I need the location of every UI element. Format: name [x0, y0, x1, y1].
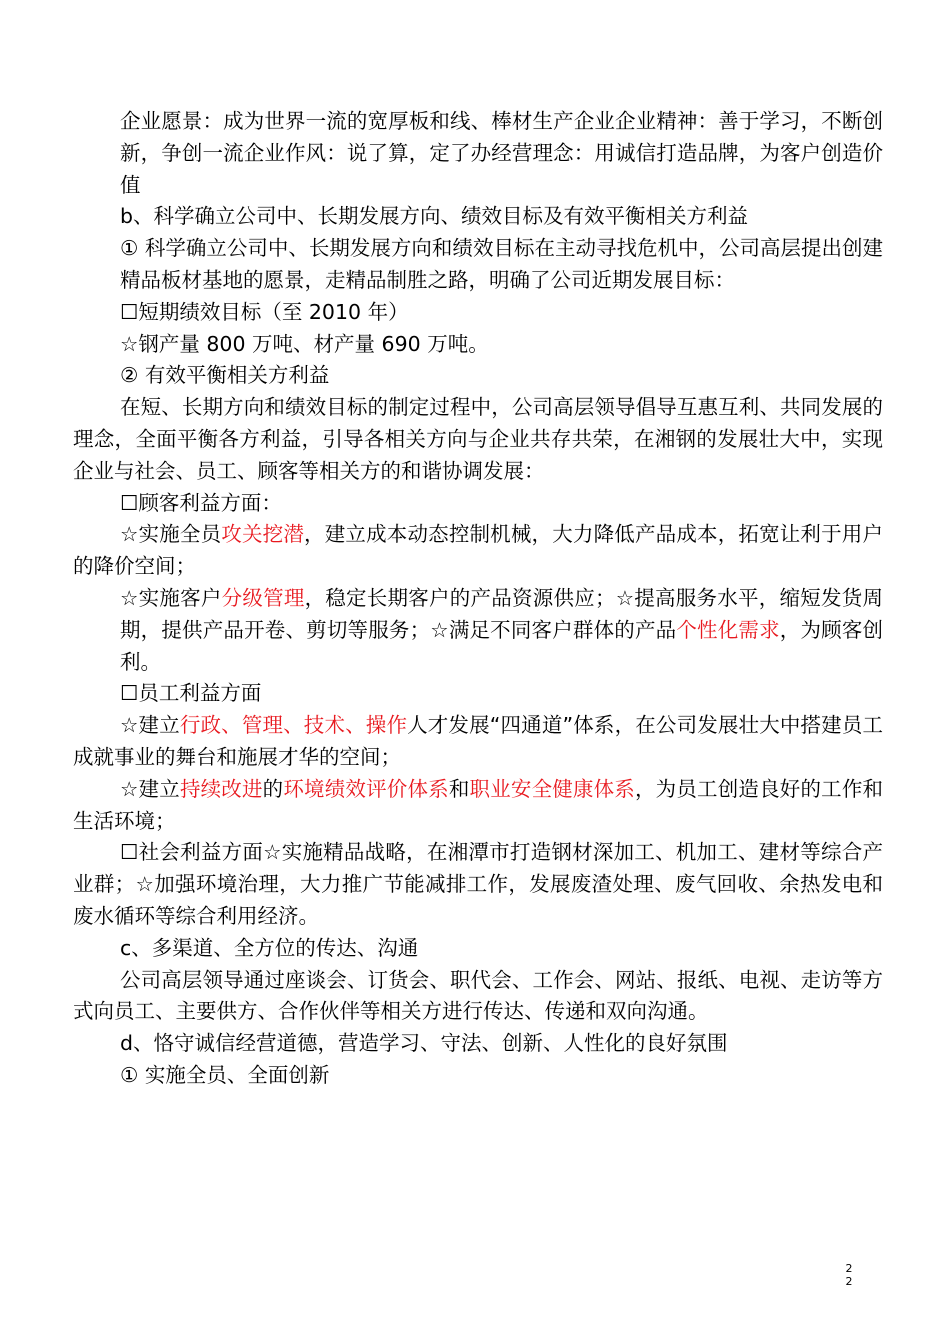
text-segment: d、恪守诚信经营道德，营造学习、守法、创新、人性化的良好氛围 [120, 1031, 728, 1056]
text-segment: ☆建立 [120, 776, 180, 801]
paragraph [73, 933, 883, 965]
paragraph [73, 329, 883, 361]
paragraph [73, 392, 883, 487]
paragraph [73, 233, 883, 297]
paragraph [73, 1060, 883, 1092]
text-segment: b、科学确立公司中、长期发展方向、绩效目标及有效平衡相关方利益 [120, 204, 749, 229]
highlighted-text: 行政、管理、技术、操作 [179, 713, 408, 738]
text-segment: ☆钢产量 800 万吨、材产量 690 万吨。 [120, 331, 489, 356]
text-segment: ☐员工利益方面 [120, 681, 262, 706]
paragraph [73, 519, 883, 583]
text-segment: ，建立成本动态控制机械，大力降低产品成本，拓宽让利于用户的降价空间； [73, 522, 883, 579]
paragraph [73, 1028, 883, 1060]
highlighted-text: 持续改进 [179, 776, 263, 801]
text-segment: ① 实施全员、全面创新 [120, 1062, 330, 1087]
highlighted-text: 攻关挖潜 [221, 522, 305, 547]
text-segment: 和 [448, 776, 470, 801]
text-segment: ，为顾客创利。 [120, 617, 883, 674]
highlighted-text: 个性化需求 [676, 617, 780, 642]
paragraph [73, 710, 883, 774]
text-segment: ，稳定长期客户的产品资源供应；☆提高服务水平，缩短发货周期，提供产品开卷、剪切等服务；☆满足不同客户群体的产品 [120, 585, 883, 642]
text-segment: c、多渠道、全方位的传达、沟通 [120, 935, 419, 960]
paragraph [73, 583, 883, 678]
text-segment: ☐顾客利益方面： [120, 490, 282, 515]
paragraph [73, 360, 883, 392]
text-segment: ☆建立 [120, 713, 180, 738]
document-body [73, 106, 883, 1092]
text-segment: 在短、长期方向和绩效目标的制定过程中，公司高层领导倡导互惠互利、共同发展的理念，全面平衡各方利益，引导各相关方向与企业共存共荣，在湘钢的发展壮大中，实现企业与社会、员工、顾客等相关方的和谐协调发展： [73, 395, 883, 483]
text-segment: ☆实施客户 [120, 585, 222, 610]
text-segment: 公司高层领导通过座谈会、订货会、职代会、工作会、网站、报纸、电视、走访等方式向员工、主要供方、合作伙伴等相关方进行传达、传递和双向沟通。 [73, 967, 883, 1024]
highlighted-text: 职业安全健康体系 [469, 776, 635, 801]
text-segment: ② 有效平衡相关方利益 [120, 363, 330, 388]
highlighted-text: 环境绩效评价体系 [283, 776, 449, 801]
page-number-top: 2 [845, 1262, 853, 1275]
paragraph [73, 297, 883, 329]
text-segment: 的 [262, 776, 284, 801]
paragraph [73, 837, 883, 932]
text-segment: 人才发展“四通道”体系，在公司发展壮大中搭建员工成就事业的舞台和施展才华的空间； [73, 713, 883, 769]
paragraph [73, 201, 883, 233]
text-segment: ☐短期绩效目标（至 2010 年） [120, 299, 409, 324]
text-segment: ① 科学确立公司中、长期发展方向和绩效目标在主动寻找危机中，公司高层提出创建精品板材基地的愿景，走精品制胜之路，明确了公司近期发展目标： [120, 236, 883, 292]
paragraph [73, 965, 883, 1029]
text-segment: ☆实施全员 [120, 522, 222, 547]
paragraph [73, 774, 883, 838]
paragraph [73, 488, 883, 520]
paragraph [73, 106, 883, 201]
highlighted-text: 分级管理 [221, 585, 305, 610]
page-number-bottom: 2 [845, 1275, 853, 1288]
text-segment: ，为员工创造良好的工作和生活环境； [73, 776, 884, 833]
page-number [842, 1262, 856, 1288]
text-segment: ☐社会利益方面☆实施精品战略，在湘潭市打造钢材深加工、机加工、建材等综合产业群；☆加强环境治理，大力推广节能减排工作，发展废渣处理、废气回收、余热发电和废水循环等综合利用经济。 [73, 840, 883, 928]
text-segment: 企业愿景：成为世界一流的宽厚板和线、棒材生产企业企业精神：善于学习，不断创新，争创一流企业作风：说了算，定了办经营理念：用诚信打造品牌，为客户创造价值 [120, 109, 883, 197]
paragraph [73, 678, 883, 710]
